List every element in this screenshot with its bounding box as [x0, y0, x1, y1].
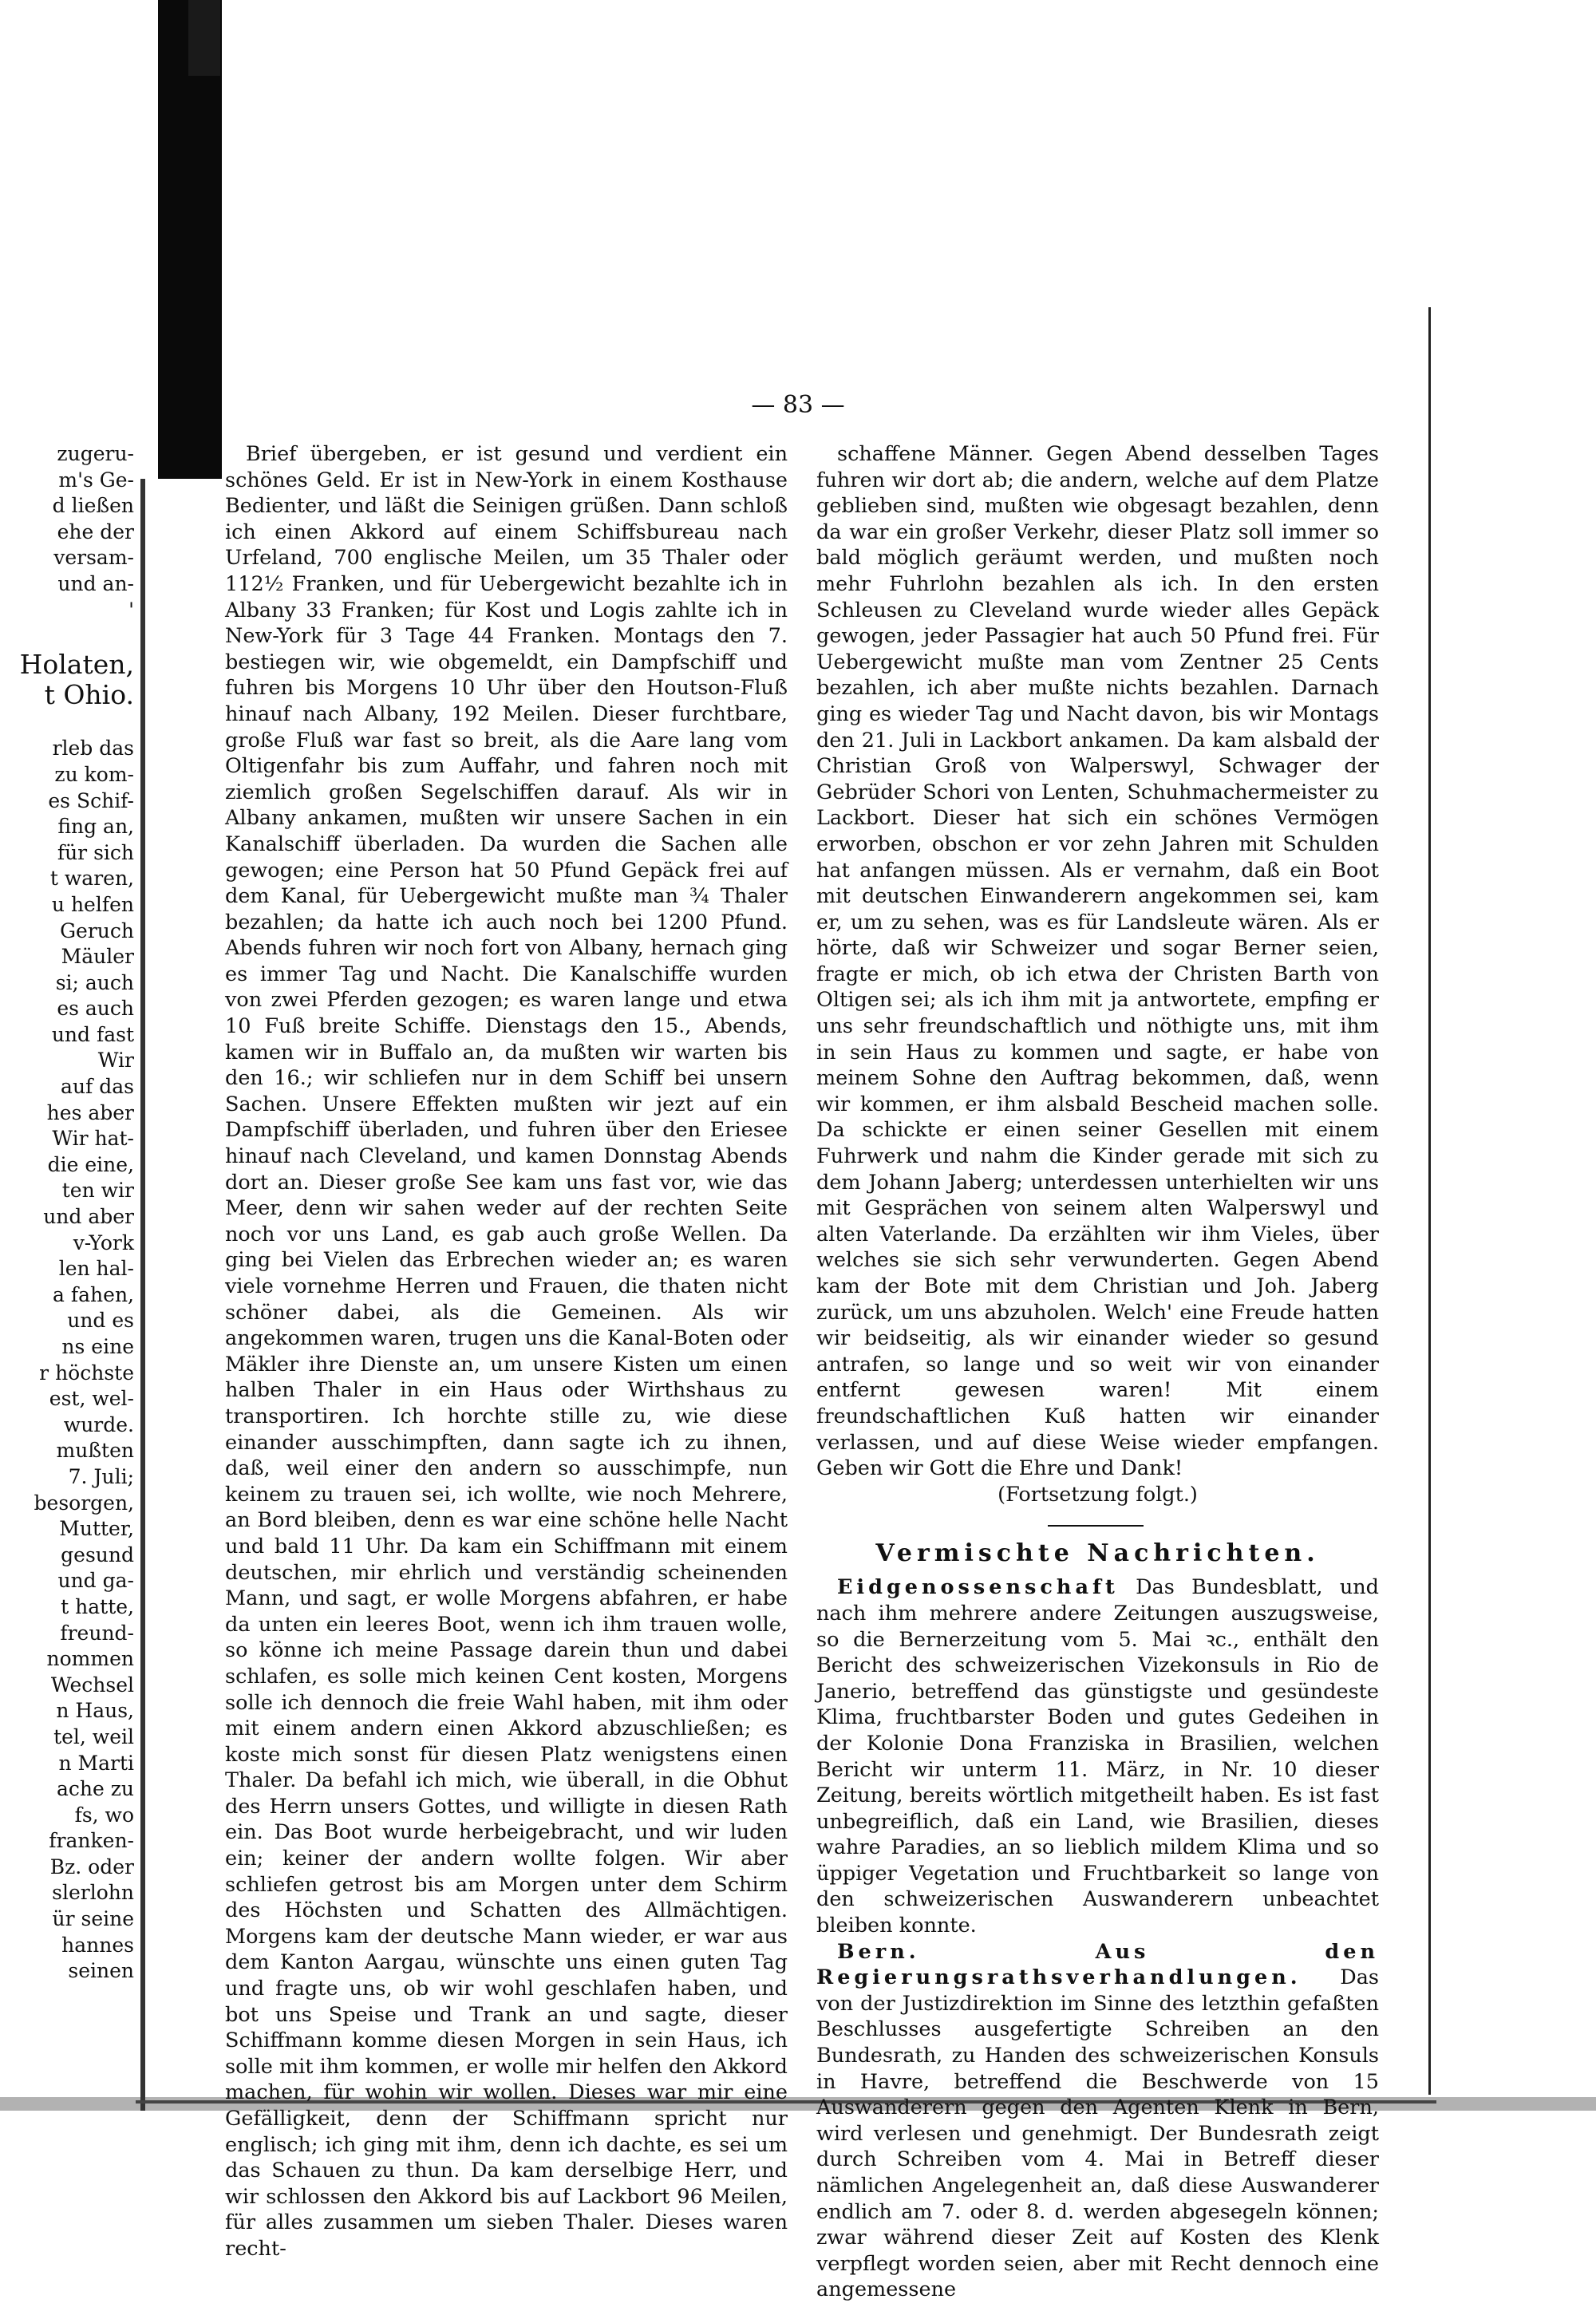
- fragment-line: zu kom-: [54, 762, 134, 786]
- page-number: — 83 —: [751, 391, 845, 419]
- page-fold: [140, 479, 145, 2111]
- fragment-line: rleb das: [52, 737, 134, 760]
- news-text: Das von der Justizdirektion im Sinne des letzthin gefaßten Beschlusses ausgefertigte Schreiben an den Bundesrath, zu Handen des schweizerischen Konsuls in Havre, betreffend die Beschwerde von 15 Auswanderern gegen den Agenten Klenk in Bern, wird verlesen und genehmigt. Der Bundesrath zeigt durch Schreiben vom 4. Mai in Betreff dieser nämlichen Angelegenheit an, daß diese Auswanderer endlich am 7. oder 8. d. werden abgesegeln können; zwar während dieser Zeit auf Kosten des Klenk verpflegt worden seien, aber mit Recht dennoch eine angemessene: [816, 1965, 1379, 2302]
- middle-column: [225, 441, 788, 2261]
- news-item: [816, 1939, 1379, 2303]
- article-paragraph: schaffene Männer. Gegen Abend desselben Tages fuhren wir dort ab; die andern, welche auf dem Platze geblieben sind, mußten wie obgesagt bezahlen, denn da war ein großer Verkehr, dieser Platz soll immer so bald möglich geräumt werden, und mußten noch mehr Fuhrlohn bezahlen als ich. In den ersten Schleusen zu Cleveland wurde wieder alles Gepäck gewogen, jeder Passagier hat auch 50 Pfund frei. Für Uebergewicht mußte man vom Zentner 25 Cents bezahlen, ich aber mußte nichts bezahlen. Darnach ging es wieder Tag und Nacht davon, bis wir Montags den 21. Juli in Lackbort ankamen. Da kam alsbald der Christian Groß von Walperswyl, Schwager der Gebrüder Schori von Lenten, Schuhmachermeister zu Lackbort. Dieser hat sich ein schönes Vermögen erworben, obschon er vor zehn Jahren mit Schulden hat anfangen müssen. Als er vernahm, daß ein Boot mit deutschen Einwanderern angekommen sei, kam er, um zu sehen, was es für Landsleute wären. Als er hörte, daß wir Schweizer und sogar Berner seien, fragte er mich, ob ich etwa der Christen Barth von Oltigen sei; als ich ihm mit ja antwortete, empfing er uns sehr freundschaftlich und nöthigte uns, mit ihm in sein Haus zu kommen und sagte, er habe von meinem Sohne den Auftrag bekommen, daß, wenn wir kommen, er ihm alsbald Bescheid machen solle. Da schickte er einen seiner Gesellen mit einem Fuhrwerk und nahm die Kinder gerade mit sich zu dem Johann Jaberg; unterdessen unterhielten wir uns mit Gesprächen von seinem alten Walperswyl und alten Vaterlande. Da erzählten wir ihm Vieles, über welches sie sich sehr verwunderten. Gegen Abend kam der Bote mit dem Christian und Joh. Jaberg zurück, um uns abzuholen. Welch' eine Freude hatten wir beidseitig, als wir einander wieder so gesund antrafen, so lange und so weit wir von einander entfernt gewesen waren! Mit einem freundschaftlichen Kuß hatten wir einander verlassen, und auf diese Weise wieder empfangen. Geben wir Gott die Ehre und Dank!: [816, 442, 1379, 1481]
- news-text: Das Bundesblatt, und nach ihm mehrere andere Zeitungen auszugsweise, so die Bernerzeitung vom 5. Mai ꝛc., enthält den Bericht des schweizerischen Vizekonsuls in Rio de Janerio, betreffend das günstigste und gesündeste Klima, fruchtbarster Boden und gutes Gedeihen in der Kolonie Dona Franziska in Brasilien, welchen Bericht wir unterm 11. März, in Nr. 10 dieser Zeitung, bereits wörtlich mitgetheilt haben. Es ist fast unbegreiflich, daß ein Land, wie Brasilien, dieses wahre Paradies, an so lieblich mildem Klima und so üppiger Vegetation und Fruchtbarkeit so lange von den schweizerischen Auswanderern unbeachtet bleiben konnte.: [816, 1575, 1379, 1938]
- fragment-line: freund-: [60, 1621, 134, 1645]
- news-lead: Eidgenossenschaft: [837, 1575, 1119, 1600]
- fragment-line: die eine,: [47, 1152, 134, 1176]
- fragment-line: 7. Juli;: [68, 1464, 134, 1488]
- fragment-line: ür seine: [52, 1907, 134, 1931]
- fragment-line: Mutter,: [59, 1517, 134, 1541]
- fragment-line: Wir: [97, 1049, 134, 1072]
- fragment-line: a fahen,: [53, 1282, 134, 1306]
- section-title-text: Vermischte Nachrichten.: [875, 1539, 1320, 1568]
- fragment-line: Wir hat-: [52, 1127, 134, 1151]
- page-edge: [1428, 307, 1431, 2095]
- fragment-line: ': [128, 598, 134, 622]
- fragment-line: auf das: [61, 1075, 134, 1099]
- fragment-line: r höchste: [39, 1361, 134, 1385]
- fragment-line: und es: [67, 1309, 134, 1333]
- fragment-line: n Haus,: [56, 1699, 134, 1723]
- fragment-line: franken-: [49, 1829, 134, 1853]
- fragment-line: Geruch: [60, 918, 134, 942]
- fragment-line: ehe der: [57, 519, 134, 543]
- fragment-line: besorgen,: [34, 1491, 134, 1515]
- fragment-line: v-York: [73, 1231, 134, 1254]
- fragment-line: len hal-: [58, 1257, 134, 1281]
- section-title: [816, 1539, 1379, 1568]
- fragment-line: slerlohn: [52, 1881, 134, 1905]
- fragment-line: Mäuler: [61, 945, 134, 969]
- left-page-fragment: [0, 441, 134, 2085]
- fragment-line: u helfen: [51, 892, 134, 916]
- fragment-line: t hatte,: [61, 1594, 134, 1618]
- fragment-line: Holaten,: [19, 648, 134, 680]
- fragment-line: mußten: [56, 1439, 134, 1463]
- fragment-line: hannes: [61, 1933, 134, 1957]
- fragment-line: tel, weil: [53, 1724, 134, 1748]
- fragment-line: und aber: [43, 1205, 134, 1229]
- fragment-line: gesund: [61, 1543, 134, 1566]
- fragment-line: für sich: [57, 840, 134, 864]
- fragment-line: und an-: [57, 571, 134, 595]
- news-lead: Bern. Aus den Regierungsrathsverhandlungen.: [816, 1939, 1379, 1990]
- fragment-line: si; auch: [55, 970, 134, 994]
- fragment-line: hes aber: [46, 1100, 134, 1124]
- fragment-line: Bz. oder: [49, 1855, 134, 1878]
- section-rule: [1048, 1525, 1144, 1527]
- fragment-line: est, wel-: [49, 1387, 134, 1411]
- fragment-line: m's Ge-: [58, 468, 134, 492]
- fragment-line: fing an,: [57, 815, 134, 839]
- fragment-line: ache zu: [56, 1777, 134, 1801]
- fragment-line: ten wir: [61, 1179, 134, 1203]
- fragment-line: seinen: [68, 1959, 134, 1983]
- scan-smudge: [188, 0, 220, 76]
- fragment-line: t Ohio.: [44, 678, 134, 710]
- fragment-line: und fast: [51, 1022, 134, 1046]
- fragment-line: n Marti: [58, 1751, 134, 1775]
- fragment-line: und ga-: [57, 1569, 134, 1593]
- fragment-line: wurde.: [63, 1412, 134, 1436]
- fragment-line: t waren,: [49, 867, 134, 891]
- article-paragraph: Brief übergeben, er ist gesund und verdient ein schönes Geld. Er ist in New-York in einem Kosthause Bedienter, und läßt die Seinigen grüßen. Dann schloß ich einen Akkord auf einem Schiffsbureau nach Urfeland, 700 englische Meilen, um 35 Thaler oder 112½ Franken, und für Uebergewicht bezahlte ich in Albany 33 Franken; für Kost und Logis zahlte ich in New-York für 3 Tage 44 Franken. Montags den 7. bestiegen wir, wie obgemeldt, ein Dampfschiff und fuhren bis Morgens 10 Uhr über den Houtson-Fluß hinauf nach Albany, 192 Meilen. Dieser furchtbare, große Fluß war fast so breit, als die Aare lang vom Oltigenfahr bis zum Auffahr, und fahren noch mit ziemlich großen Segelschiffen darauf. Als wir in Albany ankamen, mußten wir unsere Sachen in ein Kanalschiff überladen. Da wurden die Sachen alle gewogen; eine Person hat 50 Pfund Gepäck frei auf dem Kanal, für Uebergewicht mußte man ¾ Thaler bezahlen; da hatte ich auch noch bei 1200 Pfund. Abends fuhren wir noch fort von Albany, hernach ging es immer Tag und Nacht. Die Kanalschiffe wurden von zwei Pferden gezogen; es waren lange und etwa 10 Fuß breite Schiffe. Dienstags den 15., Abends, kamen wir in Buffalo an, da mußten wir warten bis den 16.; wir schliefen nur in dem Schiff bei unsern Sachen. Unsere Effekten mußten wir jezt auf ein Dampfschiff überladen, und fuhren über den Eriesee hinauf nach Cleveland, und kamen Donnstag Abends dort an. Dieser große See kam uns fast vor, wie das Meer, denn wir sahen weder auf der rechten Seite noch vor uns Land, es gab auch große Wellen. Da ging bei Vielen das Erbrechen wieder an; es waren viele vornehme Herren und Frauen, die thaten nicht schöner dabei, als die Gemeinen. Als wir angekommen waren, trugen uns die Kanal-Boten oder Mäkler ihre Dienste an, um unsere Kisten um einen halben Thaler in ein Haus oder Wirthshaus zu transportiren. Ich horchte stille zu, wie diese einander ausschimpften, dann sagte ich zu ihnen, daß, weil einer den andern so ausschimpfe, nun keinem zu trauen sei, ich wollte, wie noch Mehrere, an Bord bleiben, denn es war eine schöne helle Nacht und bald 11 Uhr. Da kam ein Schiffmann mit einem deutschen, mir ehrlich und verständig scheinenden Mann, und sagt, er wolle Morgens abfahren, er habe da unten ein leeres Boot, wenn ich ihm trauen wolle, so könne ich meine Passage darein thun und dabei schlafen, es solle mich keinen Cent kosten, Morgens solle ich dennoch die freie Wahl haben, mit ihm oder mit einem andern einen Akkord abzuschließen; es koste mich sonst für diesen Platz wenigstens einen Thaler. Da befahl ich mich, wie überall, in die Obhut des Herrn unsers Gottes, und willigte in diesen Rath ein. Das Boot wurde herbeigebracht, und wir luden ein; keiner der andern wollte folgen. Wir aber schliefen getrost bis am Morgen unter dem Schirm des Höchsten und Schatten des Allmächtigen. Morgens kam der deutsche Mann wieder, er war aus dem Kanton Aargau, wünschte uns einen guten Tag und fragte uns, ob wir wohl geschlafen haben, und bot uns Speise und Trank an und sagte, dieser Schiffmann komme diesen Morgen in sein Haus, ich solle mit ihm kommen, er wolle mir helfen den Akkord machen, für wohin wir wollen. Dieses war mir eine Gefälligkeit, denn der Schiffmann spricht nur englisch; ich ging mit ihm, denn ich dachte, es sei um das Schauen zu thun. Da kam derselbige Herr, und wir schlossen den Akkord bis auf Lackbort 96 Meilen, für alles zusammen um sieben Thaler. Dieses waren recht-: [225, 442, 788, 2261]
- fragment-line: es Schif-: [48, 788, 134, 812]
- fragment-line: d ließen: [52, 494, 134, 518]
- fragment-line: ns eine: [61, 1335, 134, 1358]
- continuation-note: (Fortsetzung folgt.): [998, 1482, 1198, 1507]
- fragment-line: fs, wo: [74, 1803, 134, 1827]
- fragment-line: Wechsel: [50, 1673, 134, 1697]
- fragment-line: zugeru-: [57, 442, 134, 465]
- right-column: [816, 441, 1379, 2302]
- fragment-line: nommen: [46, 1647, 134, 1671]
- news-item: [816, 1574, 1379, 1938]
- fragment-line: versam-: [53, 546, 134, 570]
- fragment-line: es auch: [57, 997, 134, 1021]
